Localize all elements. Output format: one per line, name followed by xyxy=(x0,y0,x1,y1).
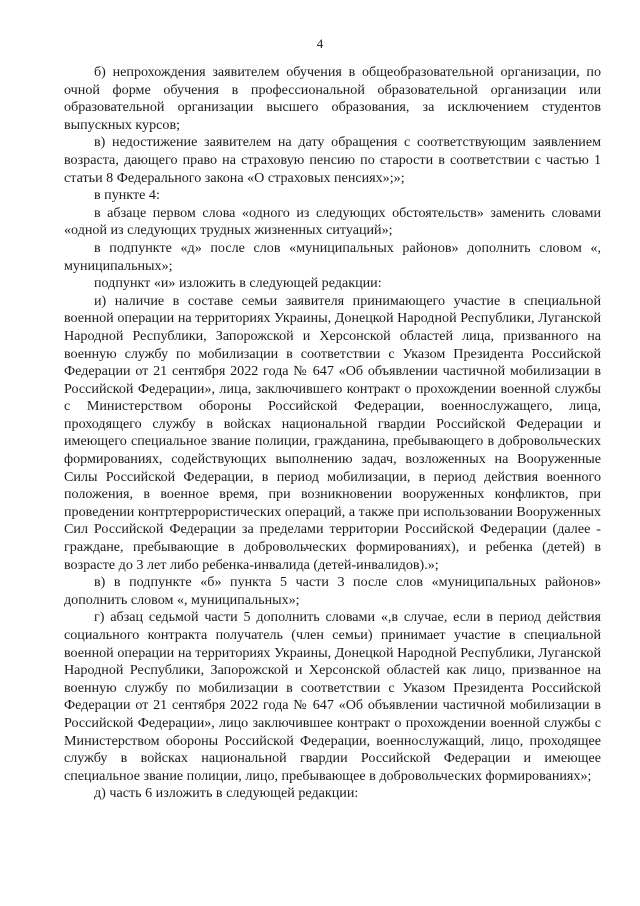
paragraph-v-age: в) недостижение заявителем на дату обращения с соответствующим заявлением возраста, дающего право на страховую пенсию по старости в соответствии с частью 1 статьи 8 Федерального закона «О страховых пенсиях»;»; xyxy=(64,134,601,186)
paragraph-first-abzac: в абзаце первом слова «одного из следующих обстоятельств» заменить словами «одной из следующих трудных жизненных ситуаций»; xyxy=(64,204,601,239)
paragraph-subpoint-i-text: и) наличие в составе семьи заявителя принимающего участие в специальной военной операции на территориях Украины, Донецкой Народной Республики, Луганской Народной Республики, Запорожской и Херсонской областей лица, призванного на военную службу по мобилизации в соответствии с Указом Президента Российской Федерации от 21 сентября 2022 года № 647 «Об объявлении частичной мобилизации в Российской Федерации», лица, заключившего контракт о прохождении военной службы с Министерством обороны Российской Федерации, военнослужащего, лица, проходящего службу в войсках национальной гвардии Российской Федерации и имеющего специальное звание полиции, гражданина, пребывающего в добровольческих формированиях, содействующих выполнению задач, возложенных на Вооруженные Силы Российской Федерации, в период мобилизации, в период действия военного положения, в военное время, при возникновении вооруженных конфликтов, при проведении контртеррористических операций, а также при использовании Вооруженных Сил Российской Федерации за пределами территории Российской Федерации (далее - граждане, пребывающие в добровольческих формированиях), и ребенка (детей) в возрасте до 3 лет либо ребенка-инвалида (детей-инвалидов).»; xyxy=(64,292,601,573)
paragraph-g-part-5: г) абзац седьмой части 5 дополнить словами «,в случае, если в период действия социального контракта получатель (член семьи) принимает участие в специальной военной операции на территориях Украины, Донецкой Народной Республики, Луганской Народной Республики, Запорожской и Херсонской областей как лицо, призванное на военную службу по мобилизации в соответствии с Указом Президента Российской Федерации от 21 сентября 2022 года № 647 «Об объявлении частичной мобилизации в Российской Федерации», лицо заключившее контракт о прохождении военной службы с Министерством обороны Российской Федерации, военнослужащий, лицо, проходящее службу в войсках национальной гвардии Российской Федерации и имеющее специальное звание полиции, лицо, пребывающее в добровольческих формированиях»; xyxy=(64,609,601,784)
paragraph-subpoint-i-intro: подпункт «и» изложить в следующей редакции: xyxy=(94,275,382,292)
paragraph-subpoint-d: в подпункте «д» после слов «муниципальных районов» дополнить словом «, муниципальных»; xyxy=(64,239,601,274)
page-number: 4 xyxy=(316,36,324,51)
paragraph-b-education: б) непрохождения заявителем обучения в общеобразовательной организации, по очной форме обучения в профессиональной образовательной организации или образовательной организации высшего образования, за исключением студентов выпускных курсов; xyxy=(64,64,601,133)
document-body xyxy=(64,64,601,803)
paragraph-v-point-5: в) в подпункте «б» пункта 5 части 3 после слов «муниципальных районов» дополнить словом «, муниципальных»; xyxy=(64,574,601,608)
paragraph-d-part-6: д) часть 6 изложить в следующей редакции: xyxy=(94,785,359,802)
paragraph-point-4: в пункте 4: xyxy=(94,187,160,204)
